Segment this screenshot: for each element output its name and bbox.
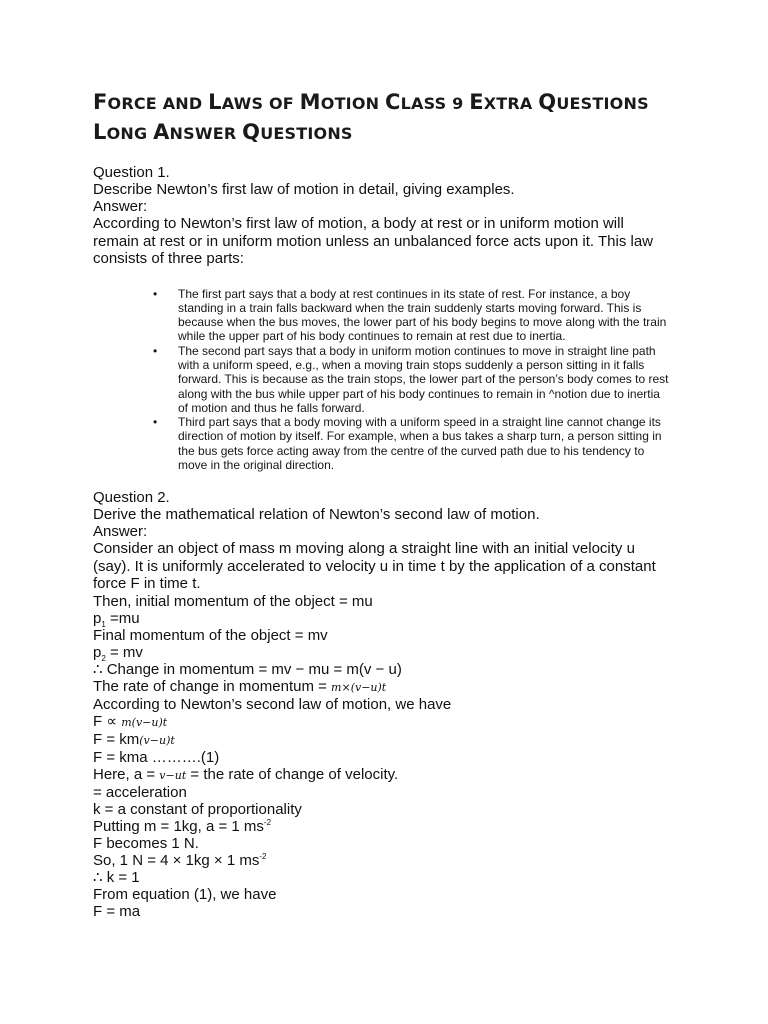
- derivation-line: ∴ k = 1: [93, 868, 140, 886]
- answer-label: Answer:: [93, 523, 148, 541]
- title-line-2: LONG ANSWER QUESTIONS: [93, 120, 353, 144]
- derivation-line: So, 1 N = 4 × 1kg × 1 $ms^{-2}$: [93, 851, 267, 869]
- derivation-line: The rate of change in momentum = m×(v−u)t: [93, 677, 387, 695]
- list-item: • Third part says that a body moving with a uniform speed in a straight line cannot change its direction of motion by itself. For example, when a bus takes a sharp turn, a person sitting in the bus gets force acting away from the centre of the curved path due to his tendency to move in the original direction.: [153, 415, 662, 473]
- math-expression: m×(v−u)t: [331, 680, 387, 694]
- math-expression: m(v−u)t: [121, 715, 168, 729]
- derivation-line: k = a constant of proportionality: [93, 800, 302, 818]
- derivation-line: F becomes 1 N.: [93, 834, 199, 852]
- document-page: [93, 88, 673, 920]
- math-expression: (v−u)t: [139, 733, 175, 747]
- derivation-line: According to Newton’s second law of motion, we have: [93, 695, 452, 713]
- question-1: [93, 164, 673, 472]
- answer-intro: According to Newton’s first law of motion, a body at rest or in uniform motion will remain at rest or in uniform motion unless an unbalanced force acts upon it. This law consists of three parts:: [93, 215, 654, 267]
- bullet-icon: •: [153, 343, 158, 358]
- title-line-1: FORCE AND LAWS OF MOTION CLASS 9 EXTRA QUESTIONS: [93, 90, 649, 114]
- question-text: Describe Newton’s first law of motion in detail, giving examples.: [93, 181, 515, 198]
- question-label: Question 1.: [93, 164, 170, 181]
- derivation-line: From equation (1), we have: [93, 885, 277, 903]
- derivation-line: Final momentum of the object = mv: [93, 626, 328, 644]
- derivation-line: F = kma ……….(1): [93, 748, 220, 766]
- derivation-line: F ∝ m(v−u)t: [93, 712, 168, 730]
- derivation-line: Here, a = v−ut = the rate of change of velocity.: [93, 765, 399, 783]
- derivation-line: ∴ Change in momentum = mv − mu = m(v − u): [93, 660, 402, 678]
- derivation-line: $p_2$ = mv: [93, 643, 143, 663]
- list-item: • The first part says that a body at rest continues in its state of rest. For instance, a boy standing in a train falls backward when the train suddenly starts moving forward. This is because when the bus moves, the lower part of his body begins to move along with the train while the upper part of his body continues to remain at rest due to inertia.: [153, 286, 667, 344]
- derivation-line: $p_1 =mu$: [93, 609, 140, 629]
- derivation-line: F = ma: [93, 902, 141, 920]
- derivation-line: = acceleration: [93, 783, 187, 801]
- answer-label: Answer:: [93, 198, 148, 215]
- question-2: [93, 489, 673, 920]
- derivation-line: Putting m = 1kg, a = 1 $ms^{-2}$: [93, 817, 272, 835]
- answer-intro: Consider an object of mass m moving along a straight line with an initial velocity u (say). It is uniformly accelerated to velocity u in time t by the application of a constant force F in time t.: [93, 540, 656, 593]
- bullet-icon: •: [153, 286, 158, 301]
- math-expression: v−ut: [159, 768, 187, 782]
- question-text: Derive the mathematical relation of Newton’s second law of motion.: [93, 506, 540, 524]
- bullet-list: [93, 287, 673, 473]
- page-title: [93, 88, 673, 148]
- question-label: Question 2.: [93, 489, 170, 507]
- bullet-icon: •: [153, 415, 158, 430]
- derivation-line: F = km(v−u)t: [93, 730, 175, 748]
- list-item: • The second part says that a body in uniform motion continues to move in straight line path with a uniform speed, e.g., when a moving train stops suddenly a person sitting in it falls forward. This is because as the train stops, the lower part of the person’s body comes to rest along with the bus while upper part of his body continues to remain in ^notion due to inertia of motion and thus he falls forward.: [153, 343, 669, 415]
- derivation-line: Then, initial momentum of the object = mu: [93, 592, 373, 610]
